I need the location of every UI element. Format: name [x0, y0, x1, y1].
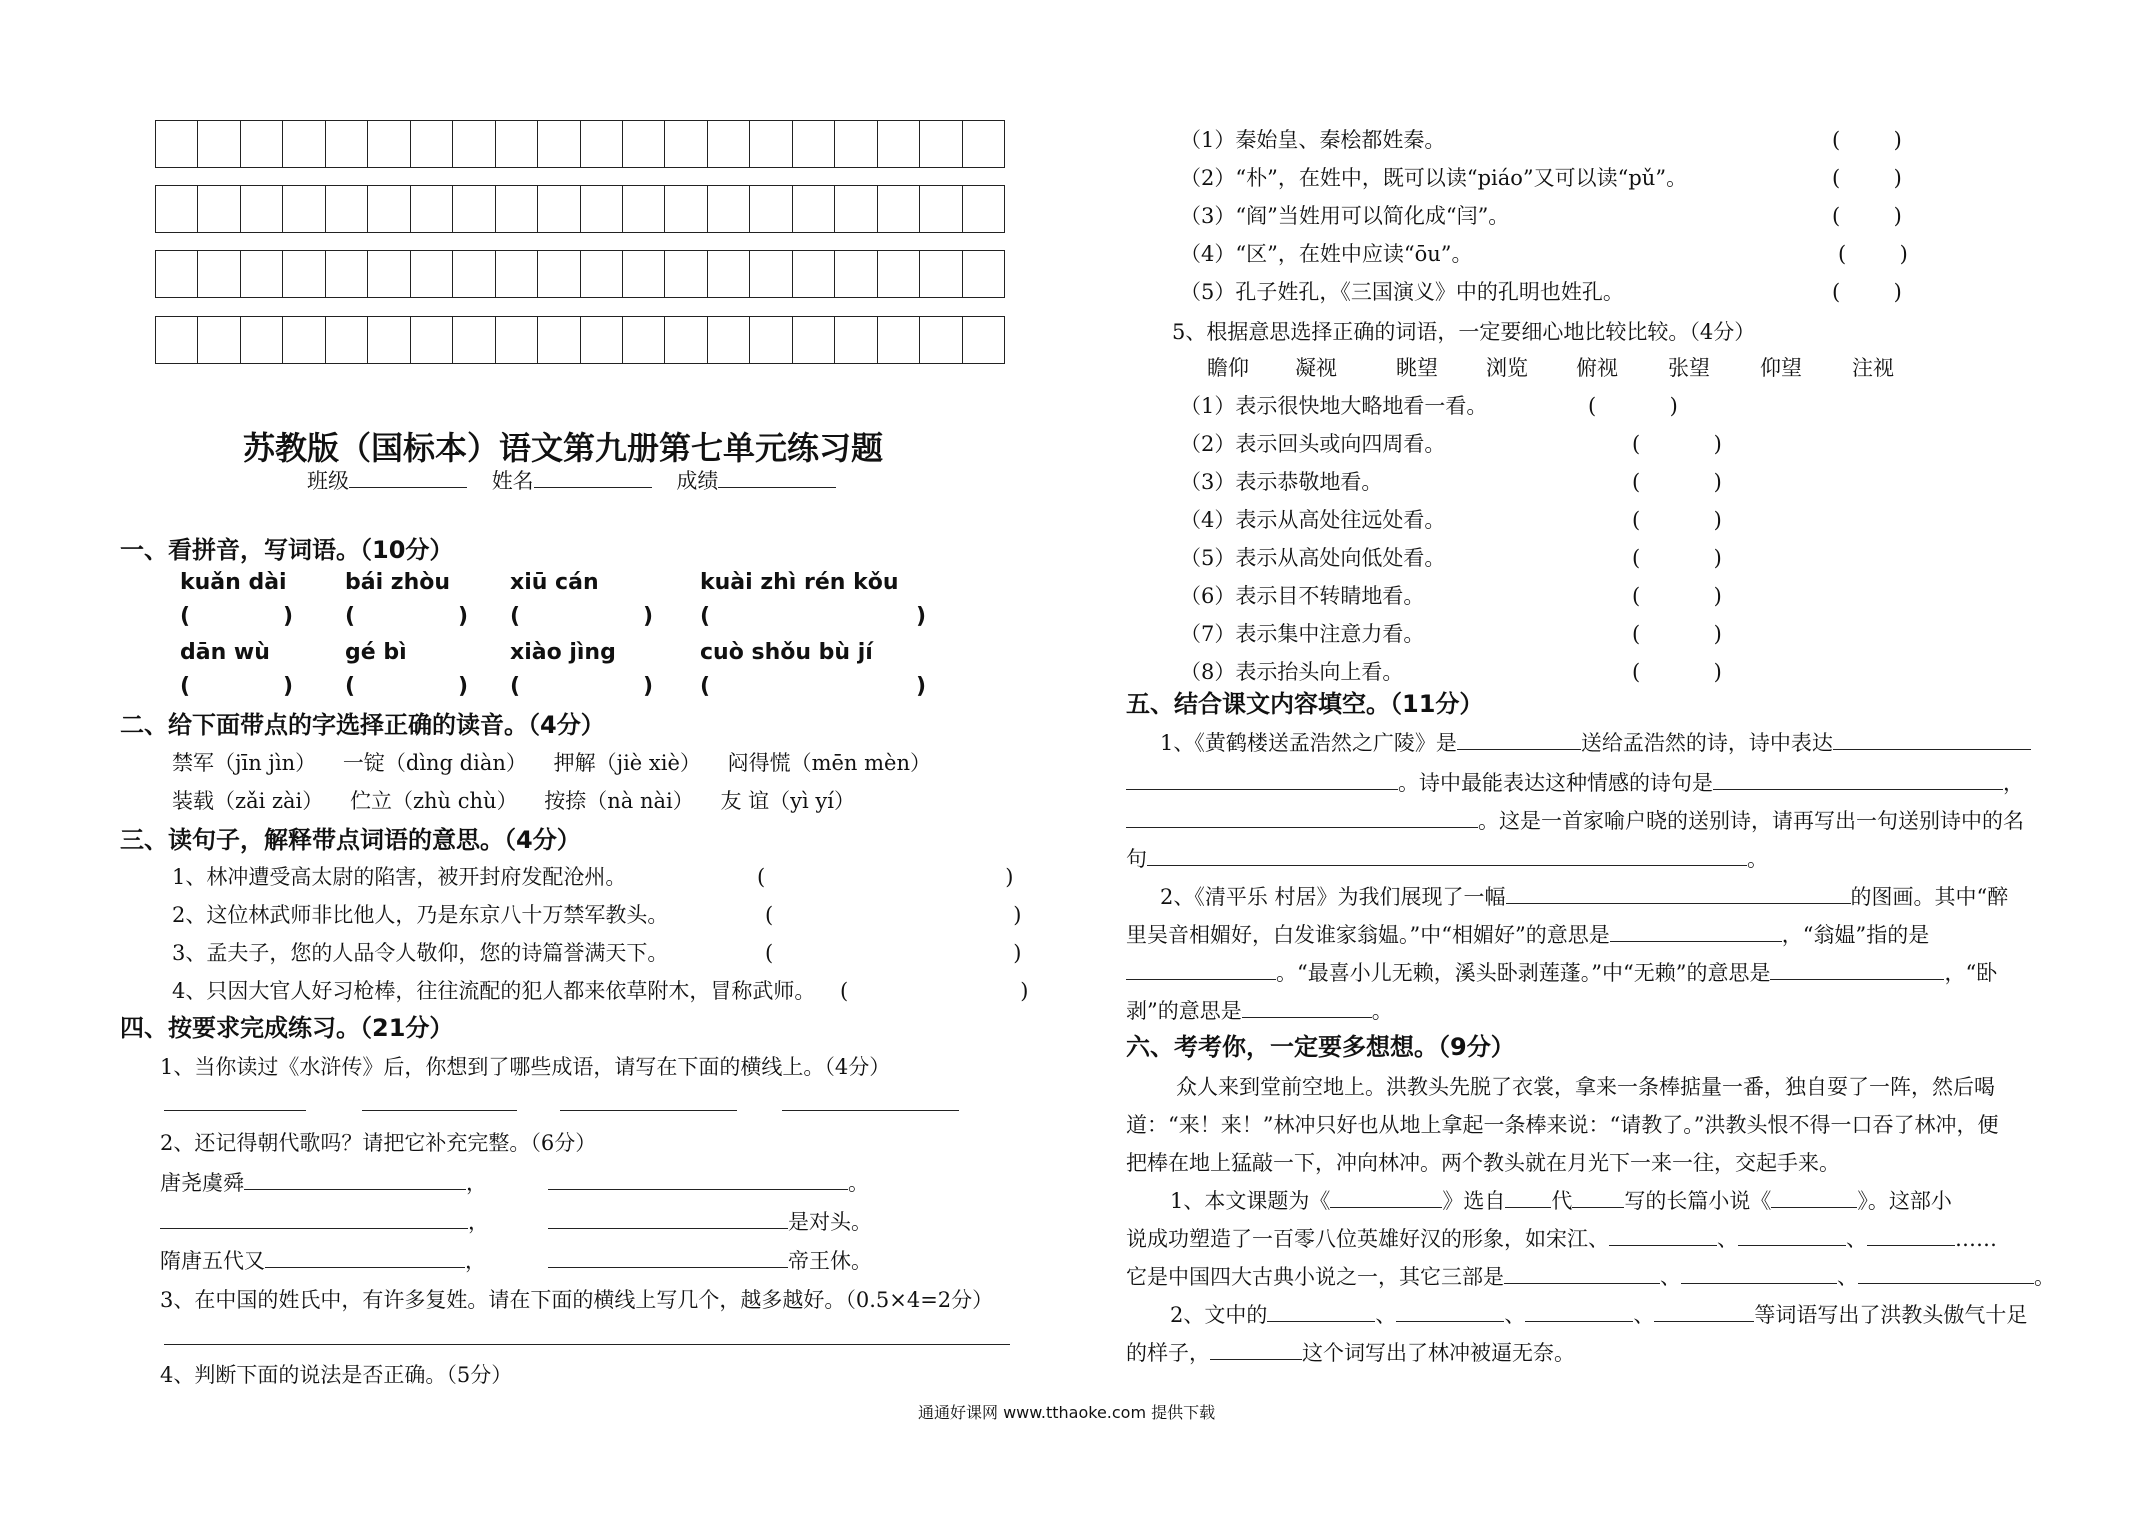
grid-cell[interactable] [411, 317, 453, 363]
s3-item-2: 2、这位林武师非比他人，乃是东京八十万禁军教头。 [172, 903, 669, 927]
grid-cell[interactable] [623, 186, 665, 232]
pronunciation-item: 装载（zǎi zài） [172, 789, 324, 813]
s4-q5: 5、根据意思选择正确的词语，一定要细心地比较比较。（4分） [1172, 320, 1756, 344]
judge-item: （5）孔子姓孔，《三国演义》中的孔明也姓孔。 [1180, 280, 1624, 304]
grid-cell[interactable] [878, 317, 920, 363]
answer-paren-open[interactable]: ( [700, 604, 711, 629]
answer-paren-open[interactable]: ( [510, 674, 521, 699]
s4-q4: 4、判断下面的说法是否正确。（5分） [160, 1363, 513, 1387]
answer-paren[interactable]: ( ) [840, 979, 1029, 1003]
grid-cell[interactable] [963, 317, 1004, 363]
s4-q1: 1、当你读过《水浒传》后，你想到了哪些成语，请写在下面的横线上。（4分） [160, 1055, 891, 1079]
judge-answer-paren[interactable]: ( ) [1832, 166, 1902, 190]
dynasty-line-1b: 。 [548, 1168, 869, 1198]
fill-blank[interactable] [1126, 806, 1478, 828]
grid-cell[interactable] [708, 186, 750, 232]
dynasty-blank[interactable] [160, 1207, 468, 1229]
word-bank-item: 眺望 [1396, 356, 1438, 380]
answer-paren-open[interactable]: ( [345, 674, 356, 699]
grid-cell[interactable] [326, 121, 368, 167]
meaning-item: （4）表示从高处往远处看。 [1180, 508, 1446, 532]
fill-blank[interactable] [1126, 958, 1276, 980]
meaning-item: （5）表示从高处向低处看。 [1180, 546, 1446, 570]
grid-cell[interactable] [793, 186, 835, 232]
section-3-heading: 三、读句子，解释带点词语的意思。（4分） [120, 826, 581, 854]
grid-cell[interactable] [835, 251, 877, 297]
s5-line-6: 里吴音相媚好，白发谁家翁媪。”中“相媚好”的意思是 ，“翁媪”指的是 [1126, 920, 1929, 950]
grid-cell[interactable] [368, 317, 410, 363]
fill-blank[interactable] [1572, 1186, 1624, 1208]
s5-line-4: 句 。 [1126, 844, 1768, 874]
grid-cell[interactable] [368, 186, 410, 232]
grid-cell[interactable] [878, 251, 920, 297]
section-1-heading: 一、看拼音，写词语。（10分） [120, 536, 454, 564]
pronunciation-item: 禁军（jīn jìn） [172, 751, 317, 775]
word-bank-item: 浏览 [1486, 356, 1528, 380]
meaning-answer-paren[interactable]: ( ) [1588, 394, 1678, 418]
dynasty-line-3: 隋唐五代又 ， [160, 1246, 486, 1276]
pinyin-label: gé bì [345, 640, 407, 665]
grid-cell[interactable] [411, 251, 453, 297]
grid-cell[interactable] [665, 317, 707, 363]
s5-line-7: 。“最喜小儿无赖，溪头卧剥莲蓬。”中“无赖”的意思是 ，“卧 [1126, 958, 1997, 988]
meaning-answer-paren[interactable]: ( ) [1632, 622, 1722, 646]
grid-cell[interactable] [453, 317, 495, 363]
grid-cell[interactable] [156, 121, 198, 167]
answer-paren[interactable]: ( ) [765, 941, 1022, 965]
grid-cell[interactable] [156, 251, 198, 297]
s6-q2-line-2: 的样子， 这个词写出了林冲被逼无奈。 [1126, 1338, 1575, 1368]
s5-line-1: 1、《黄鹤楼送孟浩然之广陵》是 送给孟浩然的诗，诗中表达 [1160, 728, 2031, 758]
judge-answer-paren[interactable]: ( ) [1832, 204, 1902, 228]
class-label: 班级 [307, 469, 349, 493]
word-bank-item: 仰望 [1760, 356, 1802, 380]
grid-cell[interactable] [835, 121, 877, 167]
passage-line-3: 把棒在地上猛敲一下，冲向林冲。两个教头就在月光下一来一往，交起手来。 [1126, 1151, 1840, 1175]
name-label: 姓名 [491, 469, 534, 493]
answer-paren-open[interactable]: ( [180, 674, 191, 699]
meaning-answer-paren[interactable]: ( ) [1632, 432, 1722, 456]
grid-cell[interactable] [920, 317, 962, 363]
grid-cell[interactable] [411, 186, 453, 232]
score-field[interactable] [718, 466, 836, 488]
grid-cell[interactable] [283, 186, 325, 232]
answer-paren-open[interactable]: ( [510, 604, 521, 629]
pronunciation-item: 伫立（zhù chù） [349, 789, 518, 813]
grid-cell[interactable] [878, 186, 920, 232]
meaning-item: （8）表示抬头向上看。 [1180, 660, 1404, 684]
meaning-item: （1）表示很快地大略地看一看。 [1180, 394, 1488, 418]
answer-paren[interactable]: ( ) [757, 865, 1014, 889]
section-6-heading: 六、考考你，一定要多想想。（9分） [1126, 1033, 1515, 1061]
answer-paren[interactable]: ( ) [765, 903, 1022, 927]
grid-cell[interactable] [963, 121, 1004, 167]
grid-cell[interactable] [665, 121, 707, 167]
grid-cell[interactable] [623, 251, 665, 297]
fill-blank[interactable] [1330, 1186, 1442, 1208]
meaning-answer-paren[interactable]: ( ) [1632, 584, 1722, 608]
judge-item: （1）秦始皇、秦桧都姓秦。 [1180, 128, 1446, 152]
fill-blank[interactable] [1457, 728, 1581, 750]
grid-cell[interactable] [750, 317, 792, 363]
grid-cell[interactable] [496, 121, 538, 167]
s3-item-1: 1、林冲遭受高太尉的陷害，被开封府发配沧州。 [172, 865, 627, 889]
grid-cell[interactable] [581, 251, 623, 297]
grid-row [155, 185, 1005, 233]
dynasty-blank[interactable] [548, 1168, 848, 1190]
fill-blank[interactable] [1610, 920, 1782, 942]
grid-cell[interactable] [793, 317, 835, 363]
answer-paren-close[interactable]: ) [283, 674, 294, 699]
grid-cell[interactable] [156, 317, 198, 363]
dynasty-line-2b: 是对头。 [548, 1207, 872, 1237]
word-bank-item: 瞻仰 [1207, 356, 1249, 380]
grid-cell[interactable] [963, 186, 1004, 232]
grid-cell[interactable] [241, 121, 283, 167]
passage-line-2: 道：“来！来！”林冲只好也从地上拿起一条棒来说：“请教了。”洪教头恨不得一口吞了林冲，便 [1126, 1113, 1999, 1137]
grid-cell[interactable] [326, 251, 368, 297]
fill-blank[interactable] [1738, 1224, 1846, 1246]
s5-line-5: 2、《清平乐 村居》为我们展现了一幅 的图画。其中“醉 [1160, 882, 2008, 912]
grid-cell[interactable] [198, 121, 240, 167]
answer-paren-close[interactable]: ) [458, 674, 469, 699]
grid-cell[interactable] [708, 121, 750, 167]
grid-cell[interactable] [793, 121, 835, 167]
fill-blank[interactable] [1506, 882, 1851, 904]
page-title: 苏教版（国标本）语文第九册第七单元练习题 [243, 429, 884, 467]
judge-item: （4）“区”，在姓中应读“ōu”。 [1180, 242, 1473, 266]
grid-cell[interactable] [920, 121, 962, 167]
grid-cell[interactable] [496, 251, 538, 297]
grid-cell[interactable] [920, 186, 962, 232]
answer-paren-close[interactable]: ) [643, 604, 654, 629]
meaning-answer-paren[interactable]: ( ) [1632, 660, 1722, 684]
idiom-line[interactable] [782, 1110, 959, 1111]
grid-cell[interactable] [241, 317, 283, 363]
fill-blank[interactable] [1609, 1224, 1717, 1246]
passage-line-1: 众人来到堂前空地上。洪教头先脱了衣裳，拿来一条棒掂量一番，独自耍了一阵，然后喝 [1176, 1075, 1995, 1099]
word-bank-item: 凝视 [1295, 356, 1337, 380]
s6-q1-line-3: 它是中国四大古典小说之一，其它三部是 、 、 。 [1126, 1262, 2055, 1292]
grid-cell[interactable] [665, 186, 707, 232]
grid-cell[interactable] [581, 317, 623, 363]
fill-blank[interactable] [1242, 996, 1372, 1018]
answer-paren-close[interactable]: ) [283, 604, 294, 629]
s5-line-2: 。诗中最能表达这种情感的诗句是 ， [1126, 768, 2024, 798]
fill-blank[interactable] [1147, 844, 1747, 866]
s4-q3: 3、在中国的姓氏中，有许多复姓。请在下面的横线上写几个，越多越好。（0.5×4=2分） [160, 1288, 994, 1312]
grid-cell[interactable] [156, 186, 198, 232]
judge-answer-paren[interactable]: ( ) [1832, 280, 1902, 304]
grid-cell[interactable] [750, 186, 792, 232]
dynasty-blank[interactable] [548, 1207, 788, 1229]
pronunciation-item: 友 谊（yì yí） [720, 789, 855, 813]
fill-blank[interactable] [1126, 768, 1398, 790]
answer-paren-close[interactable]: ) [458, 604, 469, 629]
dynasty-line-3b: 帝王休。 [548, 1246, 872, 1276]
meaning-answer-paren[interactable]: ( ) [1632, 470, 1722, 494]
grid-cell[interactable] [835, 317, 877, 363]
grid-cell[interactable] [708, 251, 750, 297]
grid-cell[interactable] [496, 186, 538, 232]
grid-cell[interactable] [453, 186, 495, 232]
pinyin-label: xiào jìng [510, 640, 616, 665]
grid-cell[interactable] [623, 121, 665, 167]
pinyin-label: kuài zhì rén kǒu [700, 570, 899, 595]
grid-cell[interactable] [368, 251, 410, 297]
fill-blank[interactable] [1505, 1186, 1551, 1208]
s6-q1-line-2: 说成功塑造了一百零八位英雄好汉的形象，如宋江、 、 、 …… [1126, 1224, 1997, 1254]
section-4-heading: 四、按要求完成练习。（21分） [120, 1014, 454, 1042]
answer-paren-open[interactable]: ( [700, 674, 711, 699]
grid-cell[interactable] [708, 317, 750, 363]
grid-cell[interactable] [538, 186, 580, 232]
dynasty-blank[interactable] [548, 1246, 788, 1268]
judge-answer-paren[interactable]: ( ) [1838, 242, 1908, 266]
grid-cell[interactable] [283, 251, 325, 297]
meaning-item: （3）表示恭敬地看。 [1180, 470, 1383, 494]
fill-blank[interactable] [1771, 1186, 1857, 1208]
fill-blank[interactable] [1867, 1224, 1955, 1246]
s3-item-4: 4、只因大官人好习枪棒，往往流配的犯人都来依草附木，冒称武师。 [172, 979, 816, 1003]
fill-blank[interactable] [1525, 1300, 1633, 1322]
grid-cell[interactable] [326, 317, 368, 363]
pinyin-label: cuò shǒu bù jí [700, 640, 873, 665]
grid-cell[interactable] [326, 186, 368, 232]
grid-cell[interactable] [538, 317, 580, 363]
grid-row [155, 250, 1005, 298]
pronunciation-item: 闷得慌（mēn mèn） [727, 751, 932, 775]
grid-cell[interactable] [963, 251, 1004, 297]
grid-cell[interactable] [283, 121, 325, 167]
s3-item-3: 3、孟夫子，您的人品令人敬仰，您的诗篇誉满天下。 [172, 941, 669, 965]
fill-blank[interactable] [1713, 768, 2003, 790]
dynasty-blank[interactable] [244, 1168, 466, 1190]
pronunciation-item: 按捺（nà nài） [544, 789, 694, 813]
answer-paren-close[interactable]: ) [916, 674, 927, 699]
grid-cell[interactable] [496, 317, 538, 363]
section-5-heading: 五、结合课文内容填空。（11分） [1126, 690, 1484, 718]
pronunciation-row-1 [172, 748, 931, 778]
class-field[interactable] [349, 466, 467, 488]
grid-cell[interactable] [750, 121, 792, 167]
grid-cell[interactable] [581, 121, 623, 167]
fill-blank[interactable] [1858, 1262, 2034, 1284]
word-bank-item: 俯视 [1576, 356, 1618, 380]
dynasty-line-2: ， [160, 1207, 489, 1237]
s6-q2-line-1: 2、文中的 、 、 、 等词语写出了洪教头傲气十足 [1170, 1300, 2027, 1330]
pronunciation-row-2 [172, 786, 855, 816]
grid-cell[interactable] [198, 251, 240, 297]
grid-cell[interactable] [453, 251, 495, 297]
meaning-answer-paren[interactable]: ( ) [1632, 508, 1722, 532]
pinyin-label: xiū cán [510, 570, 599, 595]
grid-cell[interactable] [750, 251, 792, 297]
student-info [307, 466, 836, 496]
s5-line-3: 。这是一首家喻户晓的送别诗，请再写出一句送别诗中的名 [1126, 806, 2024, 836]
grid-cell[interactable] [538, 251, 580, 297]
grid-cell[interactable] [368, 121, 410, 167]
answer-paren-open[interactable]: ( [345, 604, 356, 629]
grid-cell[interactable] [198, 317, 240, 363]
meaning-answer-paren[interactable]: ( ) [1632, 546, 1722, 570]
score-label: 成绩 [676, 469, 719, 493]
judge-item: （2）“朴”，在姓中，既可以读“piáo”又可以读“pǔ”。 [1180, 166, 1688, 190]
grid-cell[interactable] [835, 186, 877, 232]
grid-cell[interactable] [241, 186, 283, 232]
fill-blank[interactable] [1833, 728, 2031, 750]
judge-item: （3）“阎”当姓用可以简化成“闫”。 [1180, 204, 1510, 228]
pinyin-label: dān wù [180, 640, 270, 665]
fill-blank[interactable] [1210, 1338, 1302, 1360]
answer-paren-close[interactable]: ) [643, 674, 654, 699]
grid-cell[interactable] [920, 251, 962, 297]
pronunciation-item: 一锭（dìng diàn） [342, 751, 527, 775]
s4-q2: 2、还记得朝代歌吗？请把它补充完整。（6分） [160, 1131, 597, 1155]
fill-blank[interactable] [1681, 1262, 1837, 1284]
idiom-line[interactable] [560, 1110, 737, 1111]
fill-blank[interactable] [1396, 1300, 1504, 1322]
section-2-heading: 二、给下面带点的字选择正确的读音。（4分） [120, 711, 605, 739]
surname-line[interactable] [164, 1344, 1010, 1345]
pinyin-label: kuǎn dài [180, 570, 287, 595]
answer-paren-close[interactable]: ) [916, 604, 927, 629]
grid-cell[interactable] [581, 186, 623, 232]
dynasty-blank[interactable] [265, 1246, 465, 1268]
grid-cell[interactable] [538, 121, 580, 167]
word-bank-item: 注视 [1852, 356, 1894, 380]
name-field[interactable] [534, 466, 652, 488]
fill-blank[interactable] [1654, 1300, 1754, 1322]
grid-cell[interactable] [793, 251, 835, 297]
meaning-item: （6）表示目不转睛地看。 [1180, 584, 1425, 608]
dynasty-line-1: 唐尧虞舜 ， [160, 1168, 487, 1198]
idiom-line[interactable] [362, 1110, 517, 1111]
grid-row [155, 120, 1005, 168]
idiom-line[interactable] [164, 1110, 306, 1111]
s5-line-8: 剥”的意思是 。 [1126, 996, 1393, 1026]
grid-cell[interactable] [411, 121, 453, 167]
grid-cell[interactable] [665, 251, 707, 297]
meaning-item: （2）表示回头或向四周看。 [1180, 432, 1446, 456]
grid-cell[interactable] [198, 186, 240, 232]
answer-paren-open[interactable]: ( [180, 604, 191, 629]
pronunciation-item: 押解（jiè xiè） [553, 751, 701, 775]
grid-cell[interactable] [878, 121, 920, 167]
grid-cell[interactable] [283, 317, 325, 363]
fill-blank[interactable] [1504, 1262, 1660, 1284]
grid-cell[interactable] [453, 121, 495, 167]
pinyin-label: bái zhòu [345, 570, 451, 595]
fill-blank[interactable] [1770, 958, 1944, 980]
fill-blank[interactable] [1267, 1300, 1375, 1322]
word-bank-item: 张望 [1668, 356, 1710, 380]
grid-cell[interactable] [241, 251, 283, 297]
judge-answer-paren[interactable]: ( ) [1832, 128, 1902, 152]
grid-cell[interactable] [623, 317, 665, 363]
meaning-item: （7）表示集中注意力看。 [1180, 622, 1425, 646]
grid-row [155, 316, 1005, 364]
s6-q1-line-1: 1、本文课题为《 》选自 代 写的长篇小说《 》。这部小 [1170, 1186, 1952, 1216]
footer-credit: 通通好课网 www.tthaoke.com 提供下载 [918, 1403, 1216, 1422]
